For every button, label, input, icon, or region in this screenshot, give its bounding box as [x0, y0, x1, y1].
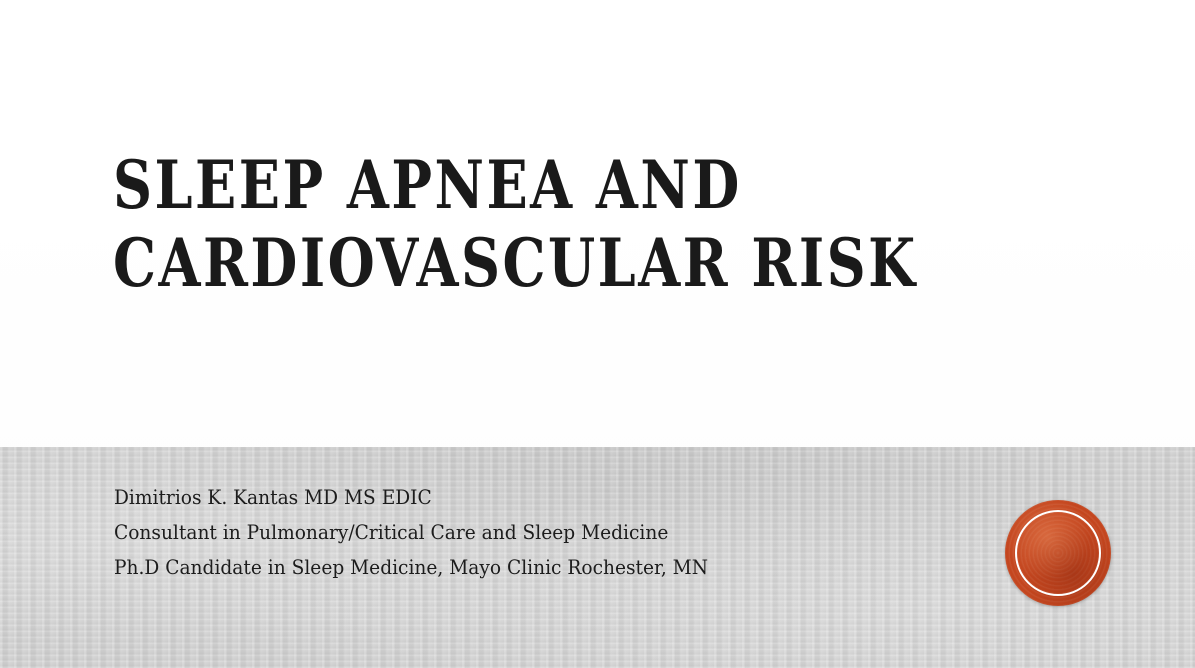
badge-ring: [1015, 510, 1101, 596]
title-line-1: SLEEP APNEA AND: [113, 146, 742, 224]
author-position: Consultant in Pulmonary/Critical Care and Sleep Medicine: [114, 520, 669, 544]
author-name: Dimitrios K. Kantas MD MS EDIC: [114, 485, 432, 509]
decorative-circle-icon: [1005, 500, 1111, 606]
slide-subtitle: [114, 480, 934, 585]
slide-title: [113, 146, 1013, 302]
title-line-2: CARDIOVASCULAR RISK: [113, 224, 918, 302]
author-affiliation: Ph.D Candidate in Sleep Medicine, Mayo Clinic Rochester, MN: [114, 555, 708, 579]
